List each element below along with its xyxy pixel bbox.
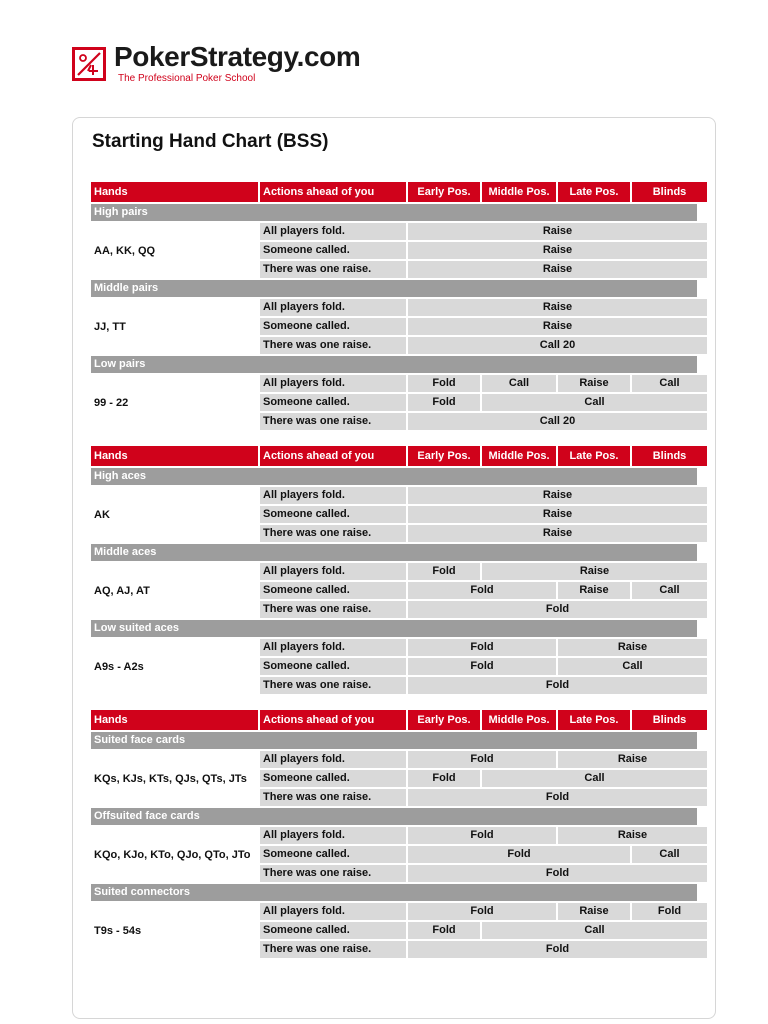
recommended-action-cell: Fold [408,639,556,656]
column-header-blinds: Blinds [632,446,707,466]
recommended-action-cell: Fold [408,922,480,939]
action-label: All players fold. [260,903,406,920]
table-row [91,487,697,504]
action-label: Someone called. [260,846,406,863]
hand-group-body [91,487,697,542]
action-label: All players fold. [260,639,406,656]
hand-group-title: Middle pairs [91,280,697,297]
action-label: All players fold. [260,375,406,392]
chart-section [91,446,697,694]
hand-group-body [91,375,697,430]
table-row [91,318,697,335]
hand-group-body [91,903,697,958]
recommended-action-cell: Raise [408,299,707,316]
recommended-action-cell: Fold [408,941,707,958]
table-row [91,582,697,599]
table-row [91,394,697,411]
hand-list: A9s - A2s [94,660,144,673]
action-label: Someone called. [260,582,406,599]
recommended-action-cell: Raise [408,318,707,335]
table-row [91,658,697,675]
recommended-action-cell: Raise [408,223,707,240]
recommended-action-cell: Fold [408,865,707,882]
column-header-hands: Hands [91,446,258,466]
column-header-early-pos: Early Pos. [408,446,480,466]
hand-list: AK [94,508,110,521]
table-row [91,922,697,939]
hand-group-title: Offsuited face cards [91,808,697,825]
column-header-actions: Actions ahead of you [260,182,406,202]
recommended-action-cell: Raise [558,903,630,920]
hand-group-title: High pairs [91,204,697,221]
recommended-action-cell: Raise [408,261,707,278]
hand-group-title: Low pairs [91,356,697,373]
table-row [91,601,697,618]
hand-group-title: Suited face cards [91,732,697,749]
recommended-action-cell: Raise [558,582,630,599]
action-label: All players fold. [260,751,406,768]
hand-chart-card [72,117,716,1019]
chart-section [91,710,697,958]
hand-group-body [91,827,697,882]
recommended-action-cell: Fold [408,903,556,920]
action-label: Someone called. [260,394,406,411]
column-header-actions: Actions ahead of you [260,446,406,466]
recommended-action-cell: Raise [482,563,707,580]
recommended-action-cell: Call [558,658,707,675]
table-row [91,525,697,542]
action-label: Someone called. [260,658,406,675]
recommended-action-cell: Call [482,394,707,411]
action-label: Someone called. [260,506,406,523]
table-row [91,506,697,523]
action-label: There was one raise. [260,677,406,694]
recommended-action-cell: Raise [408,525,707,542]
hand-group-title: Low suited aces [91,620,697,637]
hand-column-spacer [91,525,258,542]
table-row [91,223,697,240]
table-row [91,563,697,580]
action-label: Someone called. [260,770,406,787]
recommended-action-cell: Fold [408,601,707,618]
table-header-row [91,710,697,730]
table-row [91,337,697,354]
column-header-early-pos: Early Pos. [408,182,480,202]
table-row [91,375,697,392]
hand-list: AA, KK, QQ [94,244,156,257]
chart-section [91,182,697,430]
brand-tagline: The Professional Poker School [118,73,256,84]
action-label: There was one raise. [260,525,406,542]
recommended-action-cell: Fold [408,846,630,863]
action-label: There was one raise. [260,337,406,354]
recommended-action-cell: Raise [408,487,707,504]
hand-list: 99 - 22 [94,396,129,409]
recommended-action-cell: Raise [408,506,707,523]
action-label: There was one raise. [260,941,406,958]
action-label: All players fold. [260,223,406,240]
action-label: All players fold. [260,487,406,504]
recommended-action-cell: Call [632,375,707,392]
table-header-row [91,182,697,202]
table-row [91,261,697,278]
recommended-action-cell: Call [482,922,707,939]
hand-group-title: Middle aces [91,544,697,561]
column-header-late-pos: Late Pos. [558,446,630,466]
hand-group-title: High aces [91,468,697,485]
hand-list: JJ, TT [94,320,126,333]
hand-list: KQo, KJo, KTo, QJo, QTo, JTo [94,848,251,861]
recommended-action-cell: Fold [408,677,707,694]
column-header-actions: Actions ahead of you [260,710,406,730]
recommended-action-cell: Fold [408,563,480,580]
recommended-action-cell: Fold [408,770,480,787]
hand-group-body [91,639,697,694]
hand-group-title: Suited connectors [91,884,697,901]
table-row [91,677,697,694]
column-header-blinds: Blinds [632,710,707,730]
recommended-action-cell: Call [632,582,707,599]
recommended-action-cell: Raise [558,639,707,656]
table-row [91,903,697,920]
recommended-action-cell: Fold [408,582,556,599]
recommended-action-cell: Fold [632,903,707,920]
document-title: Starting Hand Chart (BSS) [92,131,329,152]
column-header-hands: Hands [91,182,258,202]
column-header-middle-pos: Middle Pos. [482,446,556,466]
column-header-late-pos: Late Pos. [558,182,630,202]
hand-group-body [91,563,697,618]
column-header-blinds: Blinds [632,182,707,202]
recommended-action-cell: Call 20 [408,413,707,430]
table-row [91,299,697,316]
hand-column-spacer [91,506,258,523]
table-row [91,639,697,656]
recommended-action-cell: Fold [408,658,556,675]
hand-list: T9s - 54s [94,924,142,937]
hand-group-body [91,299,697,354]
column-header-middle-pos: Middle Pos. [482,710,556,730]
action-label: Someone called. [260,922,406,939]
table-row [91,941,697,958]
hand-group-body [91,223,697,278]
table-header-row [91,446,697,466]
table-row [91,413,697,430]
column-header-hands: Hands [91,710,258,730]
hand-list: AQ, AJ, AT [94,584,150,597]
action-label: There was one raise. [260,261,406,278]
brand-header [72,41,392,88]
action-label: All players fold. [260,827,406,844]
brand-name: PokerStrategy.com [114,41,361,72]
recommended-action-cell: Fold [408,751,556,768]
recommended-action-cell: Call [482,770,707,787]
recommended-action-cell: Raise [408,242,707,259]
hand-group-body [91,751,697,806]
action-label: All players fold. [260,563,406,580]
column-header-late-pos: Late Pos. [558,710,630,730]
action-label: There was one raise. [260,601,406,618]
recommended-action-cell: Call [632,846,707,863]
recommended-action-cell: Raise [558,751,707,768]
recommended-action-cell: Raise [558,827,707,844]
action-label: There was one raise. [260,865,406,882]
table-row [91,242,697,259]
action-label: Someone called. [260,242,406,259]
action-label: Someone called. [260,318,406,335]
recommended-action-cell: Fold [408,827,556,844]
recommended-action-cell: Fold [408,789,707,806]
hand-chart-tables [91,182,697,974]
recommended-action-cell: Call 20 [408,337,707,354]
action-label: There was one raise. [260,789,406,806]
recommended-action-cell: Call [482,375,556,392]
recommended-action-cell: Fold [408,375,480,392]
action-label: There was one raise. [260,413,406,430]
column-header-middle-pos: Middle Pos. [482,182,556,202]
action-label: All players fold. [260,299,406,316]
column-header-early-pos: Early Pos. [408,710,480,730]
pokerstrategy-logo-icon [72,47,106,81]
recommended-action-cell: Raise [558,375,630,392]
recommended-action-cell: Fold [408,394,480,411]
hand-list: KQs, KJs, KTs, QJs, QTs, JTs [94,772,247,785]
hand-column-spacer [91,487,258,504]
